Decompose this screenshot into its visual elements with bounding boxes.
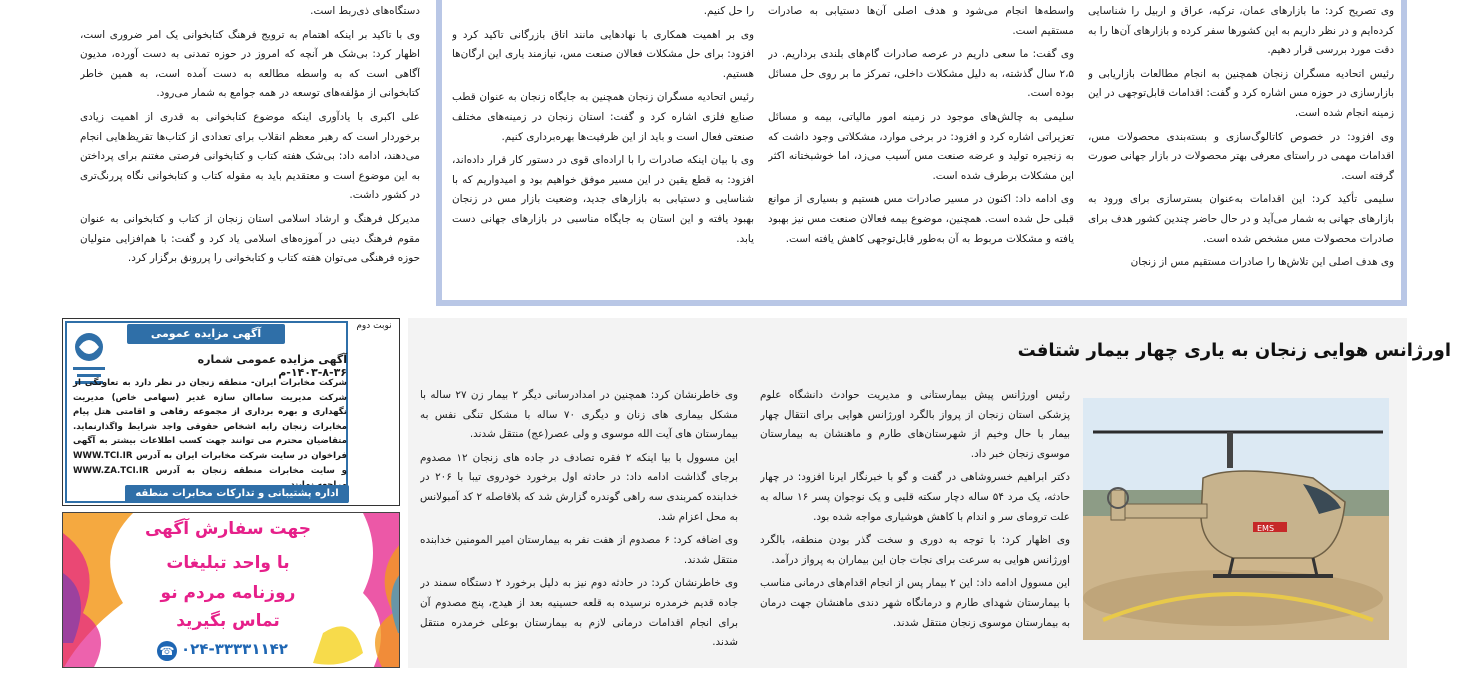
ad-order-advertisement [62,512,400,668]
paragraph: علی اکبری با یادآوری اینکه موضوع کتابخوانی به قدری از اهمیت زیادی برخوردار است که رهبر معظم انقلاب برای تعدادی از کتاب‌ها تقریظ‌هایی انجام می‌دهند، ادامه داد: بی‌شک هفته کتاب و کتابخوانی فرصتی مغتنم برای پرداختن به این موضوع است و معتقدیم باید به مقوله کتاب و کتابخوانی نگاه پررنگ‌تری در کشور داشت. [80,110,420,202]
paragraph: وی گفت: ما سعی داریم در عرصه صادرات گام‌های بلندی برداریم. در ۲،۵ سال گذشته، به دلیل مشکلات داخلی، تمرکز ما بر روی حل مسائل بوده است. [768,48,1074,100]
article-headline: اورژانس هوایی زنجان به یاری چهار بیمار شتافت [1017,340,1451,361]
paragraph: این مسوول ادامه داد: این ۲ بیمار پس از انجام اقدام‌های درمانی مناسب با بیمارستان شهدای طارم و درمانگاه شهر دندی ماهنشان جهت درمان به بیمارستان موسوی زنجان منتقل شدند. [760,577,1070,629]
auction-title-bar: آگهی مزایده عمومی [127,324,285,344]
paragraph: وی افزود: در خصوص کاتالوگ‌سازی و بسته‌بندی محصولات مس، اقدامات مهمی در راستای معرفی بهتر محصولات در بازار جهانی صورت گرفته است. [1088,130,1394,182]
ad-order-line-4: تماس بگیرید [176,611,280,631]
paragraph: رئیس اتحادیه مسگران زنجان همچنین به جایگاه زنجان به عنوان قطب صنایع فلزی اشاره کرد و گفت: استان زنجان در زمینه‌های مختلف صنعتی فعال است و باید از این ظرفیت‌ها بهره‌برداری کنیم. [452,91,754,143]
paragraph: وی اضافه کرد: ۶ مصدوم از هفت نفر به بیمارستان امیر المومنین خدابنده منتقل شدند. [420,534,738,566]
text-column-top-left [80,2,420,292]
paragraph: وی خاطرنشان کرد: همچنین در امدادرسانی دیگر ۲ بیمار زن ۲۷ ساله با مشکل بیماری های زنان و دیگری ۷۰ ساله با مشکل تنگی نفس به بیمارستان های آیت الله موسوی و ولی عصر(عج) منتقل شدند. [420,389,738,441]
paragraph: این مسوول با بیا اینکه ۲ فقره تصادف در جاده های زنجان ۱۲ مصدوم برجای گذاشت ادامه داد: در حادثه اول برخورد خودروی تیبا با ۲۰۶ در خدابنده کمربندی سه راهی گوندره گزارش شد که بلافاصله ۲ کد آمبولانس به محل اعزام شد. [420,451,738,523]
paragraph: وی تصریح کرد: ما بازارهای عمان، ترکیه، عراق و اربیل را شناسایی کرده‌ایم و در نظر داریم به این کشورها سفر کرده و بازارهای آن‌ها را به دقت مورد بررسی قرار دهیم. [1088,5,1394,57]
paragraph: دستگاه‌های ذی‌ربط است. [310,5,420,17]
paragraph: مدیرکل فرهنگ و ارشاد اسلامی استان زنجان از کتاب و کتابخوانی به عنوان مقوم فرهنگ دینی در آموزه‌های اسلامی یاد کرد و گفت: با هم‌افزایی متولیان حوزه فرهنگی می‌توان هفته کتاب و کتابخوانی را پررونق برگزار کرد. [80,212,420,265]
paragraph: را حل کنیم. [703,5,754,17]
helicopter-photo [1083,398,1389,640]
paragraph: وی خاطرنشان کرد: در حادثه دوم نیز به دلیل برخورد ۲ دستگاه سمند در جاده قدیم خرمدره نرسیده به قلعه حسینیه بعد از هیدج، پنج مصدوم آن برای انجام اقدامات درمانی لازم به بیمارستان بوعلی خرمدره منتقل شدند. [420,577,738,649]
ad-order-phone: ۰۲۴-۳۳۳۳۱۱۴۲ [181,640,288,658]
ad-order-line-1: جهت سفارش آگهی [144,519,312,539]
paragraph: رئیس اتحادیه مسگران زنجان همچنین به انجام مطالعات بازاریابی و بازارسازی در حوزه مس اشاره کرد و گفت: اقدامات قابل‌توجهی در این زمینه انجام شده است. [1088,67,1394,119]
bottom-article-column-left [420,386,738,662]
bottom-article-column-right [760,386,1070,662]
helicopter-illustration [1083,398,1389,640]
auction-round-label: نوبت دوم [356,321,392,331]
phone-icon: ☎ [157,641,177,661]
auction-ad-frame [65,321,348,503]
paragraph: واسطه‌ها انجام می‌شود و هدف اصلی آن‌ها دستیابی به صادرات مستقیم است. [768,5,1074,37]
auction-heading: آگهی مزایده عمومی شماره ۳۶-۸-۱۴۰۳-م [197,353,347,379]
paragraph: وی با بیان اینکه صادرات را با اراده‌ای قوی در دستور کار قرار داده‌اند، افزود: به قطع یقین در این مسیر موفق خواهیم بود و امیدواریم که با شناسایی و دستیابی به بازارهای جدید، وضعیت بازار مس در زنجان بهبود یافته و این استان به جایگاه مناسبی در بازارهای جهانی دست یابد. [452,154,754,245]
auction-body-text: شرکت مخابرات ایران- منطقه زنجان در نظر دارد به تعاونگی از شرکت مدیریت ساماان سازه غدیر (سهامی خاص) مدیریت نگهداری و بهره برداری از مجموعه رفاهی و اقامتی هتل پیام مخابرات زنجان رابه اشخاص حقوقی واجد شرایط واگذارنماید. متقاضیان محترم می توانند جهت کسب اطلاعات بیشتر به آگهی فراخوان در سایت شرکت مخابرات ایران به آدرس WWW.TCI.IR و سایت مخابرات منطقه زنجان به آدرس WWW.ZA.TCI.IR [73,378,347,476]
top-article-column-1 [452,2,754,292]
paragraph: سلیمی به چالش‌های موجود در زمینه امور مالیاتی، بیمه و مسائل تعزیراتی اشاره کرد و افزود: در برخی موارد، مشکلاتی وجود داشت که به زنجیره تولید و عرضه صنعت مس آسیب می‌زد، اما خوشبختانه اکثر این مشکلات برطرف شده است. [768,110,1074,182]
paragraph: وی بر اهمیت همکاری با نهادهایی مانند اتاق بازرگانی تاکید کرد و افزود: برای حل مشکلات فعالان صنعت مس، نیازمند یاری این ارگان‌ها هستیم. [452,28,754,80]
paragraph: وی اظهار کرد: با توجه به دوری و سخت گذر بودن منطقه، بالگرد اورژانس هوایی به سرعت برای نجات جان این بیماران به پرواز درآمد. [760,534,1070,566]
ad-order-line-2: با واحد تبلیغات [166,553,290,573]
auction-advertisement [62,318,400,506]
auction-footer-bar: اداره پشتیبانی و تدارکات مخابرات منطقه [125,485,349,503]
top-article-column-2 [768,2,1074,292]
top-article-column-3 [1088,2,1394,292]
svg-text:EMS: EMS [1257,524,1275,533]
paragraph: وی ادامه داد: اکنون در مسیر صادرات مس هستیم و بسیاری از موانع قبلی حل شده است. همچنین، موضوع بیمه فعالان صنعت مس نیز بهبود یافته و مشکلات مربوط به آن به‌طور قابل‌توجهی کاهش یافته است. [768,193,1074,245]
ad-order-line-3: روزنامه مردم نو [160,583,296,603]
paragraph: وی هدف اصلی این تلاش‌ها را صادرات مستقیم مس از زنجان [1130,256,1394,269]
paragraph: دکتر ابراهیم خسروشاهی در گفت و گو با خبرنگار ایرنا افزود: در چهار حادثه، یک مرد ۵۴ ساله دچار سکته قلبی و یک نوجوان پسر ۱۶ ساله به علت ترومای سر و اندام با کاهش هوشیاری مواجه شده بود. [760,471,1070,523]
paragraph: سلیمی تأکید کرد: این اقدامات به‌عنوان بسترسازی برای ورود به بازارهای جهانی به شمار می‌آید و در حال حاضر چندین کشور هدف برای صادرات محصولات مس مشخص شده است. [1088,193,1394,245]
paragraph: وی با تاکید بر اینکه اهتمام به ترویج فرهنگ کتابخوانی یک امر ضروری است، اظهار کرد: بی‌شک هر آنچه که امروز در حوزه تمدنی به دست آورده، مدیون آگاهی است که به واسطه مطالعه به دست آمده است، به همین خاطر کتابخوانی از مؤلفه‌های توسعه در همه جوامع به شمار می‌رود. [80,28,420,100]
paragraph: رئیس اورژانس پیش بیمارستانی و مدیریت حوادث دانشگاه علوم پزشکی استان زنجان از پرواز بالگرد اورژانس هوایی برای انتقال چهار بیمار با حال وخیم از شهرستان‌های طارم و ماهنشان به بیمارستان موسوی زنجان خبر داد. [760,389,1070,460]
